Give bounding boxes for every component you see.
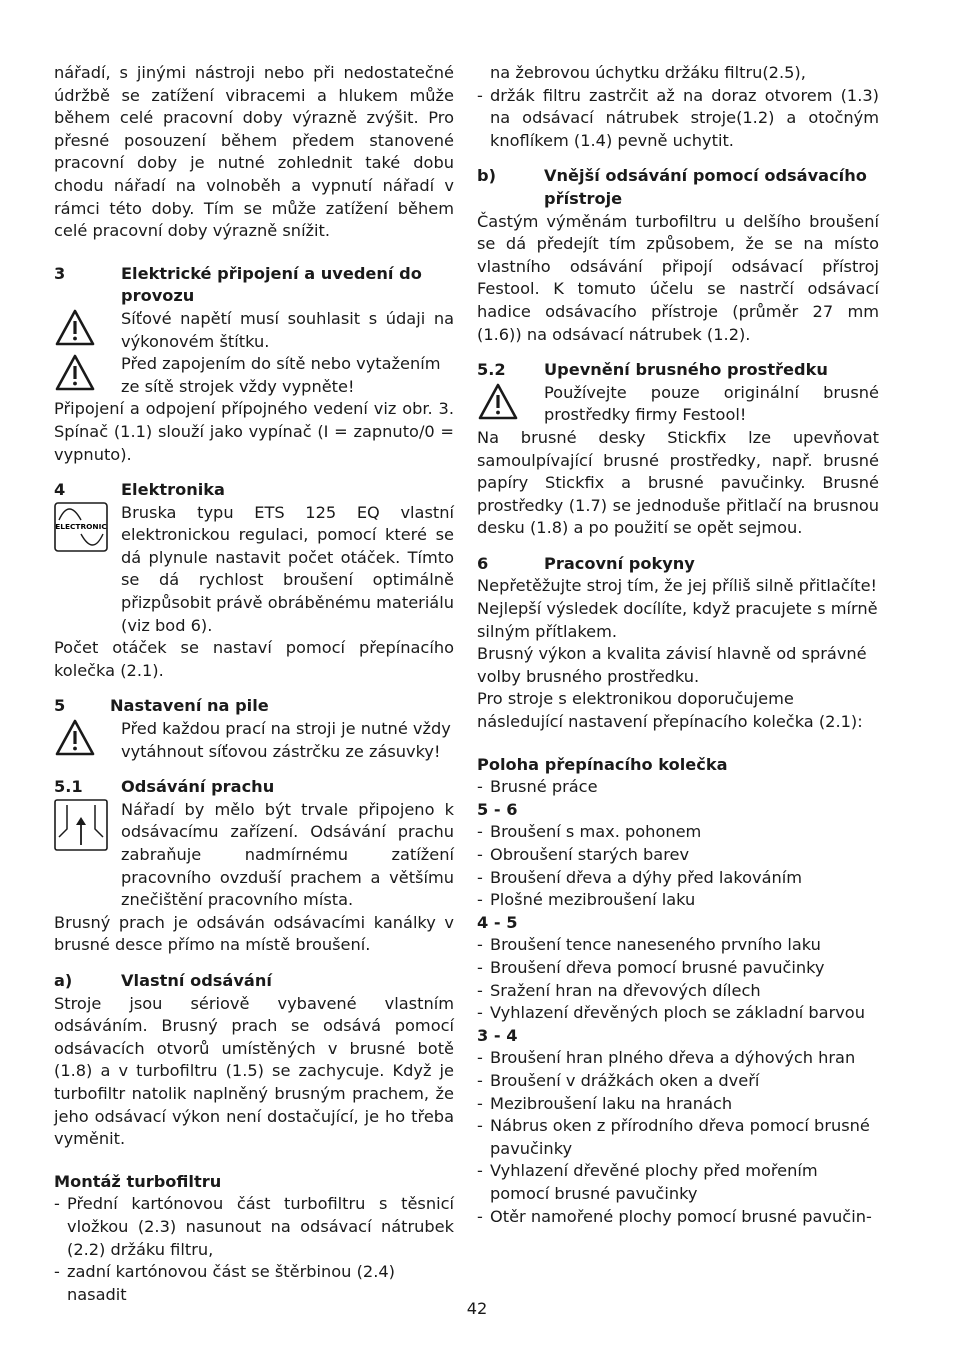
list-item: na žebrovou úchytku držáku filtru(2.5), (490, 63, 806, 82)
dust-extraction-icon (54, 799, 121, 912)
dust-extraction-block (54, 799, 454, 912)
electronic-icon-label: ELECTRONIC (55, 521, 107, 531)
paragraph: Nejlepší výsledek docílíte, když pracujete s mírně silným přítlakem. (477, 599, 878, 641)
subheading-montaz: Montáž turbofiltru (54, 1171, 222, 1191)
list-item: - Nábrus oken z přírodního dřeva pomocí brusné pavučinky (477, 1116, 870, 1158)
list-item: - Obroušení starých barev (477, 845, 690, 864)
paragraph: Nepřetěžujte stroj tím, že jej příliš silně přitlačíte! (477, 576, 878, 596)
warning-icon (54, 353, 121, 398)
group-label: 4 - 5 (477, 912, 518, 932)
list-item: - Mezibroušení laku na hranách (477, 1093, 733, 1113)
paragraph: Připojení a odpojení přípojného vedení viz obr. 3. Spínač (1.1) slouží jako vypínač (I = zapnuto/0 = vypnuto). (54, 399, 454, 464)
list-item: - Broušení dřeva a dýhy před lakováním (477, 867, 803, 887)
section-title: Pracovní pokyny (544, 553, 695, 573)
warning-icon (477, 382, 544, 427)
section-title: Nastavení na pile (110, 696, 269, 716)
list-item: - Broušení v drážkách oken a dveří (477, 1070, 760, 1090)
warning-block (54, 308, 454, 353)
list-item: - Vyhlazení dřevěné plochy před mořením pomocí brusné pavučinky (477, 1161, 818, 1203)
section-title: Elektronika (121, 480, 225, 500)
section-number: 4 (54, 480, 66, 500)
paragraph: Brusný výkon a kvalita závisí hlavně od správné volby brusného prostředku. (477, 644, 867, 686)
list-item: - Plošné mezibroušení laku (477, 890, 696, 910)
paragraph: Na brusné desky Stickfix lze upevňovat samoulpívající brusné prostředky, např. brusné papíry Stickfix a brusné pavučinky. Brusné prostředky (1.7) se jednoduše přitlačí na brusnou desku (1.8) a po použití se opět sejmou. (477, 427, 879, 538)
section-5-heading (54, 695, 454, 718)
section-title: Vlastní odsávání (121, 970, 272, 990)
warning-icon (54, 718, 121, 763)
list-item: - Broušení dřeva pomocí brusné pavučinky (477, 957, 825, 977)
warning-text: Používejte pouze originální brusné prostředky firmy Festool! (544, 382, 879, 425)
left-column (54, 62, 454, 1306)
list-item: - Otěr namořené plochy pomocí brusné pavučin- (477, 1206, 872, 1226)
list-item: - Přední kartónovou část turbofiltru s těsnicí vložkou (2.3) nasunout na odsávací nátrubek (2.2) držáku filtru, (54, 1194, 454, 1259)
paragraph: Počet otáček se nastaví pomocí přepínacího kolečka (2.1). (54, 638, 454, 680)
section-number: 5.1 (54, 777, 83, 797)
warning-block (54, 718, 454, 763)
intro-paragraph: nářadí, s jinými nástroji nebo při nedostatečné údržbě se zatížení vibracemi a hlukem může během celé pracovní doby výrazně zvýšit. Pro přesné posouzení během předem stanovené pracovní doby je nutné zohlednit také dobu chodu nářadí na volnoběh a vypnutí nářadí v rámci této doby. Tím se může zatížení během celé pracovní doby výrazně snížit. (54, 63, 454, 241)
paragraph: Brusný prach je odsáván odsávacími kanálky v brusné desce přímo na místě broušení. (54, 912, 454, 955)
paragraph: Častým výměnám turbofiltru u delšího broušení se dá předejít tím způsobem, že se na místo vlastního odsávání připojí odsávací přístroj Festool. K tomuto účelu se nastrčí odsávací hadice odsávacího přístroje (průměr 27 mm (1.6)) na odsávací nátrubek (1.2). (477, 211, 879, 344)
section-title: Elektrické připojení a uvedení do provozu (121, 263, 422, 306)
electronic-icon (54, 502, 121, 638)
subheading-poloha: Poloha přepínacího kolečka (477, 754, 728, 774)
paragraph: Pro stroje s elektronikou doporučujeme následující nastavení přepínacího kolečka (2.1): (477, 689, 863, 732)
paragraph: Bruska typu ETS 125 EQ vlastní elektronickou regulaci, pomocí které se dá plynule nastavit počet otáček. Tímto se dá rychlost broušení optimálně přizpůsobit právě obráběnému materiálu (viz bod 6). (121, 502, 454, 635)
warning-block (54, 353, 454, 398)
warning-text: Síťové napětí musí souhlasit s údaji na výkonovém štítku. (121, 308, 454, 351)
section-5-1-heading (54, 776, 454, 799)
section-title: Odsávání prachu (121, 777, 275, 797)
group-label: 5 - 6 (477, 799, 518, 819)
right-column (477, 62, 879, 1228)
section-number: 3 (54, 263, 66, 283)
section-a-heading (54, 970, 454, 993)
group-label: 3 - 4 (477, 1025, 518, 1045)
section-6-heading (477, 553, 879, 576)
warning-block (477, 382, 879, 427)
section-number: 6 (477, 553, 489, 573)
list-item: - držák filtru zastrčit až na doraz otvorem (1.3) na odsávací nátrubek stroje(1.2) a otočným knoflíkem (1.4) pevně uchytit. (477, 85, 879, 150)
list-item: - Brusné práce (477, 777, 598, 797)
paragraph: Nářadí by mělo být trvale připojeno k odsávacímu zařízení. Odsávání prachu zabraňuje nadmírnému zatížení pracovního ovzduší prachem a většímu znečištění pracovního místa. (121, 799, 454, 910)
list-item: - Vyhlazení dřevěných ploch se základní barvou (477, 1003, 865, 1023)
warning-icon (54, 308, 121, 353)
list-item: - Broušení s max. pohonem (477, 822, 702, 842)
list-item: - Sražení hran na dřevových dílech (477, 980, 761, 1000)
section-number: 5.2 (477, 360, 506, 380)
section-number: 5 (54, 696, 66, 716)
section-5-2-heading (477, 359, 879, 382)
list-item: - zadní kartónovou část se štěrbinou (2.4) nasadit (54, 1262, 395, 1304)
section-number: b) (477, 166, 496, 186)
section-b-heading (477, 165, 879, 210)
list-item: - Broušení tence naneseného prvního laku (477, 935, 821, 955)
warning-text: Před zapojením do sítě nebo vytažením ze sítě strojek vždy vypněte! (121, 354, 441, 396)
list-item: - Broušení hran plného dřeva a dýhových hran (477, 1048, 856, 1068)
section-3-heading (54, 263, 454, 308)
paragraph: Stroje jsou sériově vybavené vlastním odsáváním. Brusný prach se odsává pomocí odsávacích otvorů umístěných v brusné botě (1.8) a v turbofiltru (1.5) se zachycuje. Když je turbofiltr natolik naplněný brusným prachem, že jeho odsávací výkon není dostačující, je ho třeba vyměnit. (54, 993, 454, 1149)
warning-text: Před každou prací na stroji je nutné vždy vytáhnout síťovou zástrčku ze zásuvky! (121, 719, 451, 761)
page-number: 42 (466, 1299, 488, 1318)
section-number: a) (54, 970, 73, 990)
section-title: Upevnění brusného prostředku (544, 360, 828, 380)
electronic-block (54, 502, 454, 638)
section-4-heading (54, 479, 454, 502)
section-title: Vnější odsávání pomocí odsávacího přístroje (544, 166, 867, 208)
